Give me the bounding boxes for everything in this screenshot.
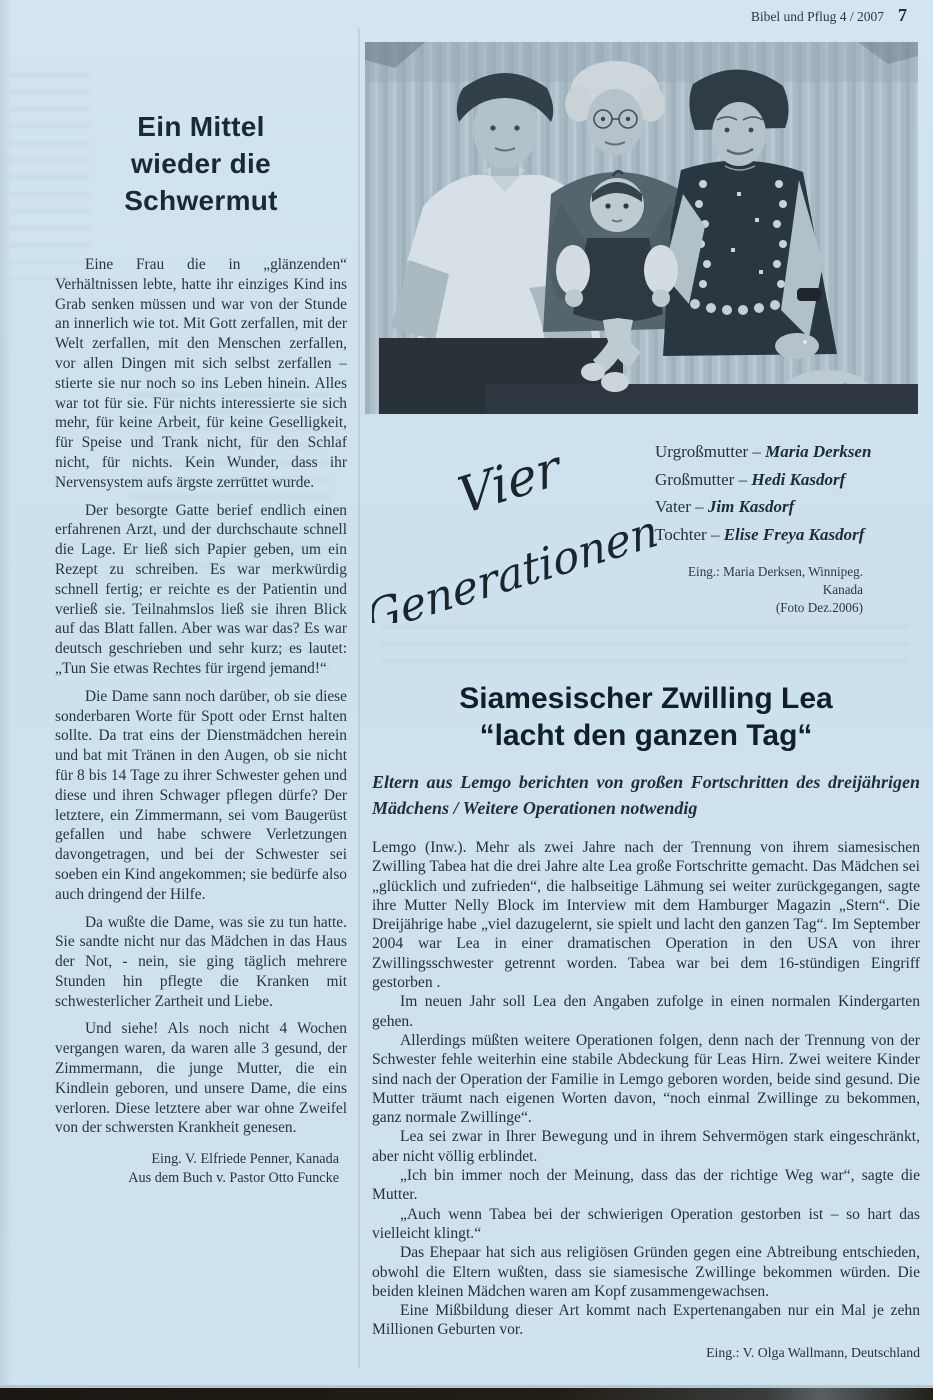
right-article-body <box>372 838 920 1362</box>
page-header <box>751 5 907 26</box>
left-article-signature: Eing. V. Elfriede Penner, Kanada Aus dem Buch v. Pastor Otto Funcke <box>128 1151 339 1187</box>
paragraph: „Auch wenn Tabea bei der schwierigen Operation gestorben ist – so hart das vielleicht klingt.“ <box>372 1205 920 1242</box>
page-fold-line <box>358 28 360 1368</box>
paragraph: Da wußte die Dame, was sie zu tun hatte. Sie sandte nicht nur das Mädchen in das Haus der Not, - nein, sie ging täglich mehrere Stunden hin pflegte die Kranken mit schwesterlicher Zartheit und Liebe. <box>55 913 347 1010</box>
left-article-body <box>55 255 347 1138</box>
paragraph: Eine Frau die in „glänzenden“ Verhältnissen lebte, hatte ihr einziges Kind ins Grab senken müssen und war von der Stunde an innerlich wie tot. Mit Gott zerfallen, mit der Welt zerfallen, mit den Menschen zerfallen, vor allen Dingen mit sich selbst zerfallen – stierte sie nur noch so ins Leben hinein. Alles war tot für sie. Für nichts interessierte sie sich mehr, für keine Arbeit, für keine Geselligkeit, für Speise und Trank nicht, für den Schlaf nicht, für nichts. Kein Wunder, dass ihr Nervensystem aufs ärgste zerrüttet wurde. <box>55 256 347 491</box>
photo-credit: Eing.: Maria Derksen, Winnipeg. Kanada (Foto Dez.2006) <box>687 564 863 615</box>
left-article-title: Ein Mittel wieder die Schwermut <box>124 111 278 216</box>
paragraph: Lemgo (Inw.). Mehr als zwei Jahre nach der Trennung von ihrem siamesischen Zwilling Tabea hat die drei Jahre alte Lea große Fortschritte gemacht. Das Mädchen sei „glücklich und zufrieden“, die halbseitige Lähmung sei weiter zurückgegangen, sagte ihre Mutter Nelly Block im Interview mit dem Hamburger Magazin „Stern“. Die Dreijährige habe „viel dazugelernt, sie spielt und lacht den ganzen Tag“. Im September 2004 war Lea in einer dramatischen Operation in den USA von ihrer Zwillingsschwester getrennt worden. Tabea war bei dem 16-stündigen Eingriff gestorben . <box>372 839 920 992</box>
caption-row: Großmutter – Hedi Kasdorf <box>655 469 846 489</box>
magazine-title-issue: Bibel und Pflug 4 / 2007 <box>750 9 884 24</box>
right-article-signature: Eing.: V. Olga Wallmann, Deutschland <box>706 1344 920 1360</box>
paragraph: „Ich bin immer noch der Meinung, dass das der richtige Weg war“, sagte die Mutter. <box>372 1167 920 1204</box>
photo-caption-names <box>655 438 915 548</box>
dash: – <box>738 469 748 489</box>
dash: – <box>710 524 720 544</box>
left-article <box>55 108 347 1188</box>
family-photo <box>365 42 918 414</box>
right-article-subtitle: Eltern aus Lemgo berichten von großen Fortschritten des dreijährigen Mädchens / Weitere Operationen notwendig <box>372 772 920 818</box>
scan-left-edge-shadow <box>0 0 12 1400</box>
four-generations-photo-illustration <box>365 42 918 414</box>
right-article-title: Siamesischer Zwilling Lea “lacht den ganzen Tag“ <box>459 682 833 752</box>
dash: – <box>695 497 704 516</box>
scan-bottom-edge <box>0 1388 933 1400</box>
paragraph: Der besorgte Gatte berief endlich einen erfahrenen Arzt, und der durchschaute schnell die Lage. Er ließ sich Papier geben, um ein Rezept zu schreiben. Es war merkwürdig schnell fertig; er reichte es der Patientin und verließ sie. Teilnahmslos ließ sie ihren Blick auf das Blatt fallen. Aber was war das? Es war deutsch geschrieben und sehr kurz; es lautet: „Tun Sie etwas Rechtes für irgend jemand!“ <box>55 501 347 677</box>
caption-row: Vater – Jim Kasdorf <box>655 497 795 516</box>
paragraph: Und siehe! Als noch nicht 4 Wochen vergangen waren, da waren alle 3 gesund, der Zimmermann, die junge Mutter, die ein Kindlein geboren, und unsere Dame, die eins verloren. Diese letztere aber war ohne Zweifel von der schwersten Krankheit genesen. <box>55 1020 347 1137</box>
paragraph: Im neuen Jahr soll Lea den Angaben zufolge in einen normalen Kindergarten gehen. <box>372 993 920 1030</box>
dash: – <box>752 442 761 461</box>
paragraph: Die Dame sann noch darüber, ob sie diese sonderbaren Worte für Spott oder Ernst halten sollte. Da trat eins der Dienstmädchen herein und bat mit Tränen in den Augen, ob sie nicht für 8 bis 14 Tage zu ihrer Schwester gehen und diese und ihren Schwager pflegen dürfe? Der letztere, ein Zimmermann, sei vom Baugerüst gefallen und habe schwere Verletzungen davongetragen, und bei der Schwester sei soeben ein Kind angekommen; sie bedürfe also auch dringend der Hilfe. <box>55 687 347 903</box>
script-caption <box>372 428 672 623</box>
script-line-vier: Vier <box>452 437 565 527</box>
paragraph: Lea sei zwar in Ihrer Bewegung und in ihrem Sehvermögen stark eingeschränkt, aber nicht völlig erblindet. <box>372 1128 920 1165</box>
paragraph: Allerdings müßten weitere Operationen folgen, denn nach der Trennung von der Schwester fehle weiterhin eine stabile Abdeckung für Leas Hirn. Zwei weitere Kinder sind nach der Operation der Familie in Lemgo geboren worden, beide sind gesund. Die Mutter träumt nach eigenen Worten davon, “noch einmal Zwillinge zu bekommen, ganz normale Zwillinge“. <box>372 1031 920 1127</box>
paragraph: Das Ehepaar hat sich aus religiösen Gründen gegen eine Abtreibung entschieden, obwohl die Eltern wußten, dass sie siamesische Zwillinge bekommen würden. Die beiden kleinen Mädchen waren am Kopf zusammengewachsen. <box>372 1244 920 1300</box>
script-line-generationen: Generationen <box>372 505 663 623</box>
caption-row: Tochter – Elise Freya Kasdorf <box>655 524 865 544</box>
page-number: 7 <box>898 5 907 25</box>
caption-row: Urgroßmutter – Maria Derksen <box>655 442 872 461</box>
paragraph: Eine Mißbildung dieser Art kommt nach Expertenangaben nur ein Mal je zehn Millionen Geburten vor. <box>372 1302 920 1339</box>
